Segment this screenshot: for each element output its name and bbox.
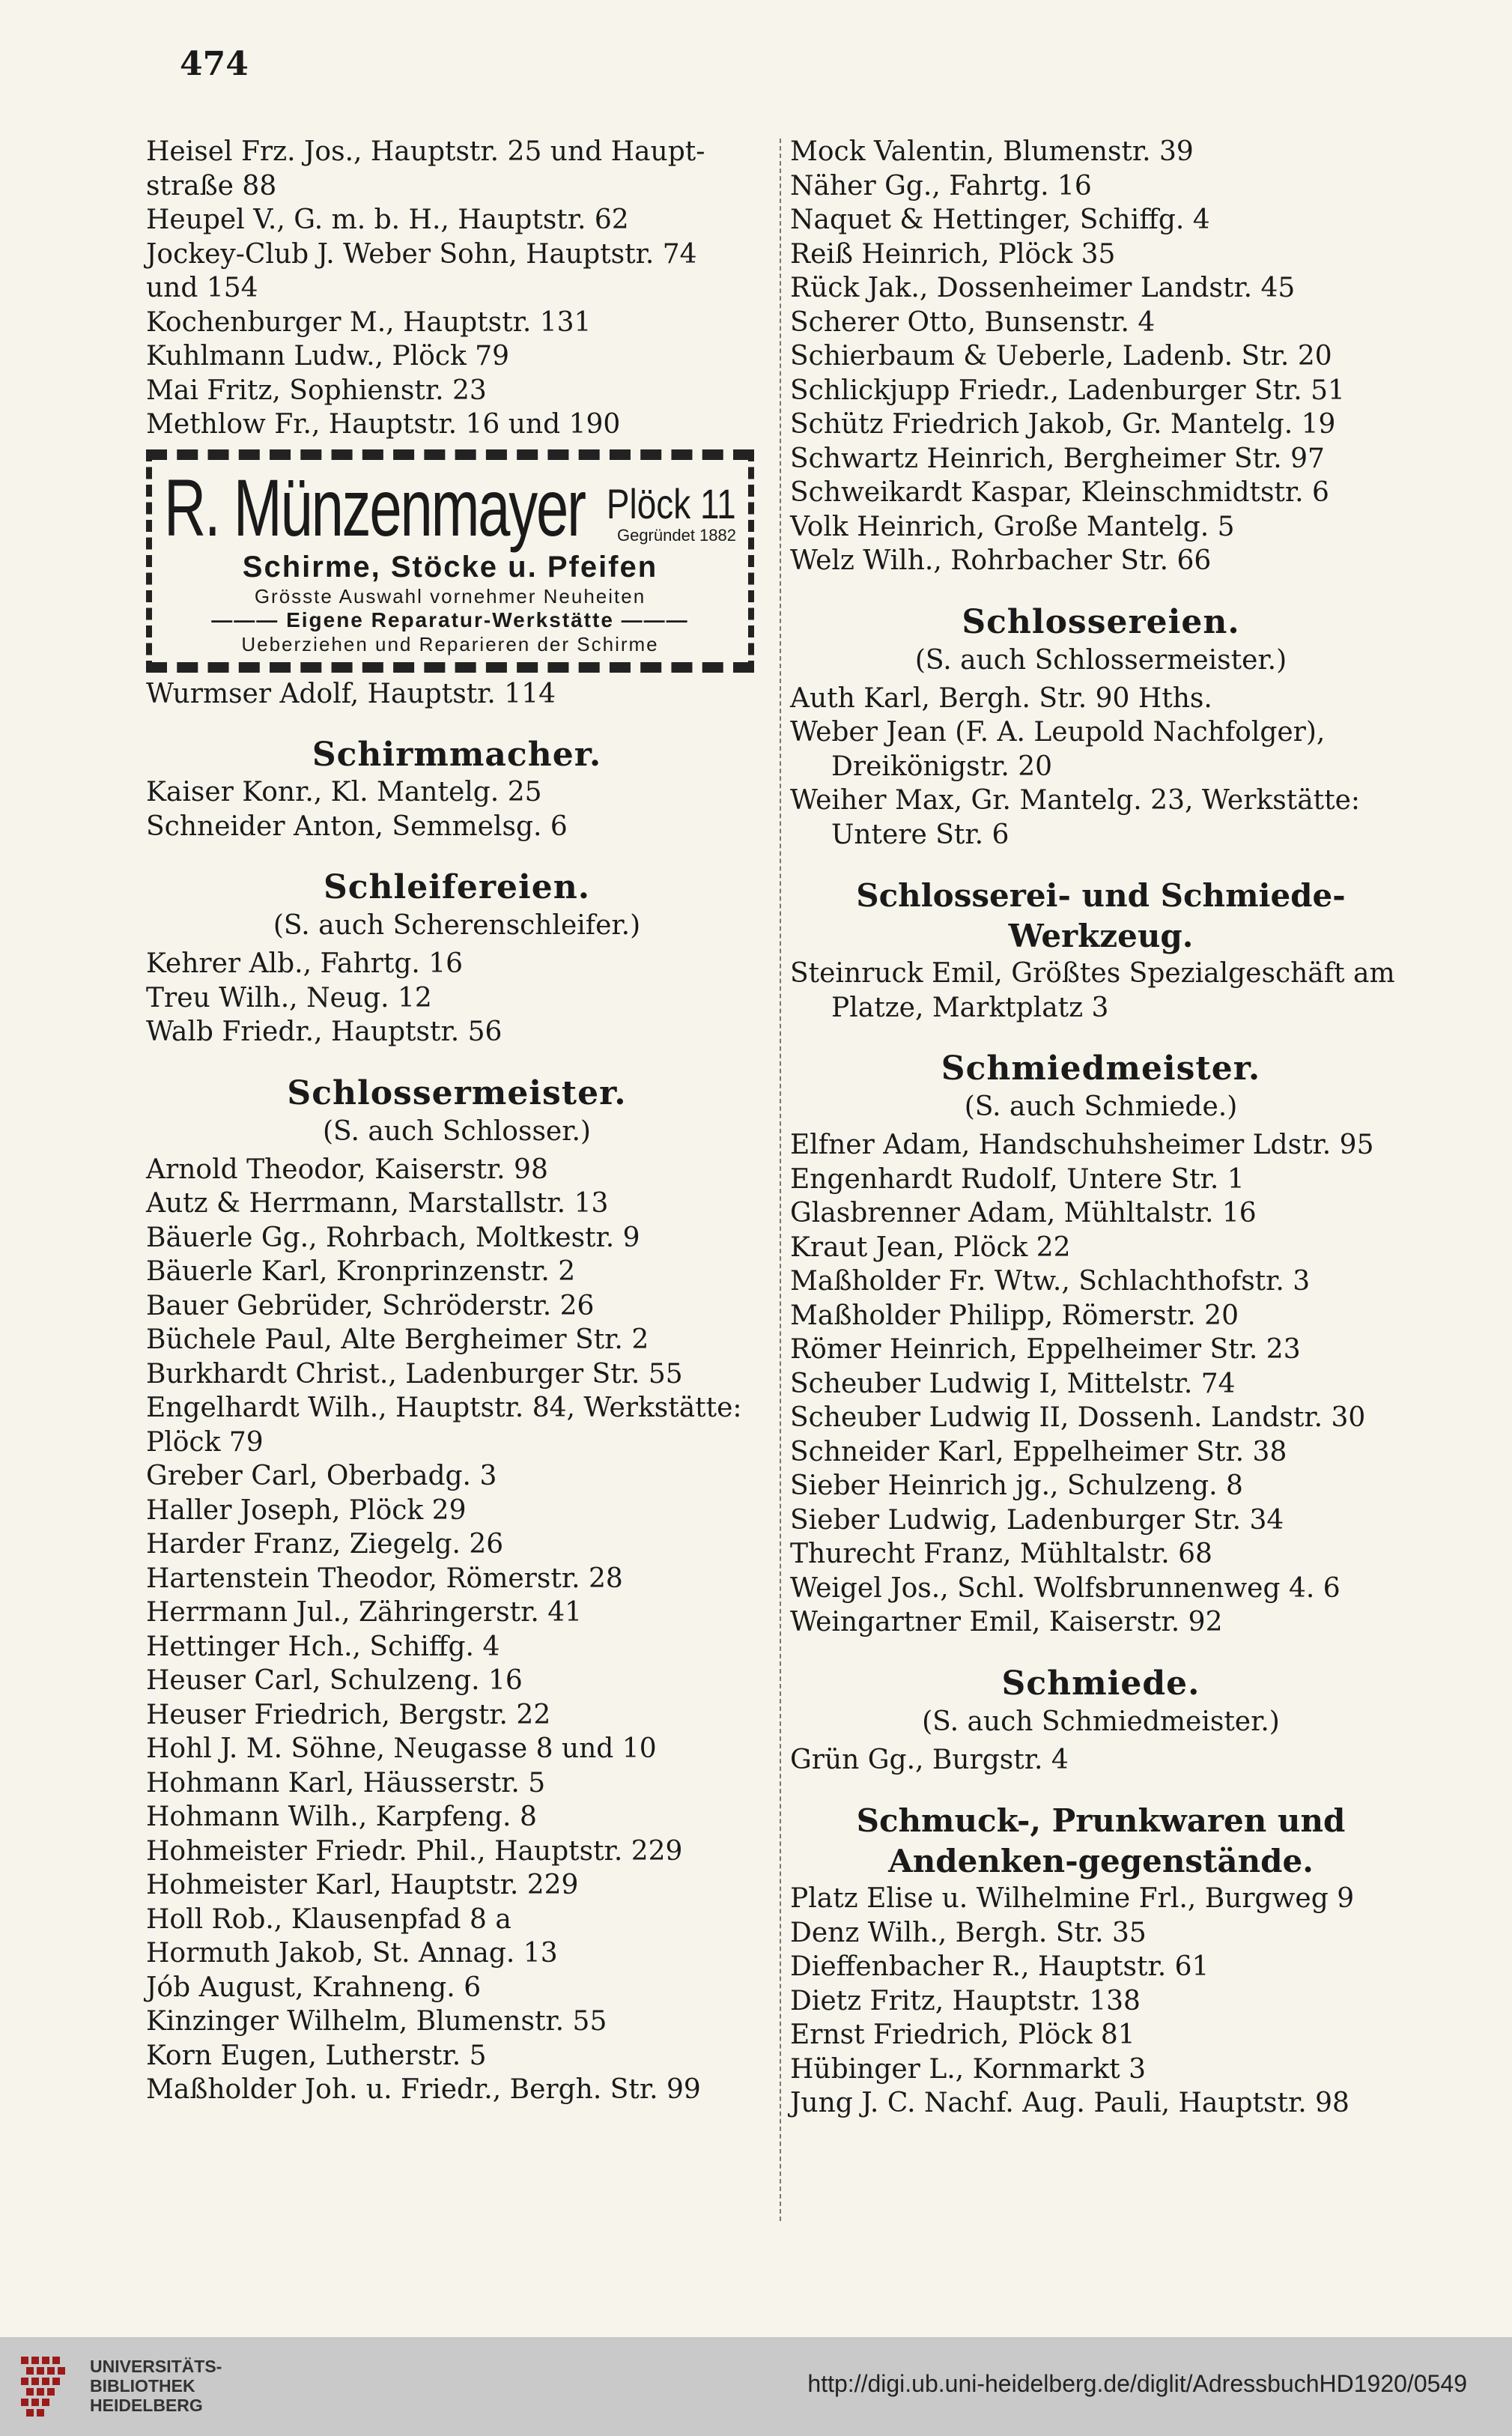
footer-institution [90, 2357, 222, 2415]
directory-entry: Hartenstein Theodor, Römerstr. 28 [146, 1563, 623, 1594]
directory-entry: Dietz Fritz, Hauptstr. 138 [790, 1985, 1141, 2017]
directory-entry: Jób August, Krahneng. 6 [146, 1972, 482, 2003]
directory-entry: Kraut Jean, Plöck 22 [790, 1231, 1071, 1263]
directory-entry: Weber Jean (F. A. Leupold Nachfolger), Dreikönigstr. 20 [790, 717, 1326, 782]
section-heading: Schlosserei- und Schmiede-Werkzeug. [856, 877, 1346, 954]
directory-entry: Plöck 79 [146, 1426, 264, 1458]
directory-entry: Walb Friedr., Hauptstr. 56 [146, 1016, 503, 1047]
advert-line-1: Grösste Auswahl vornehmer Neuheiten [254, 584, 646, 608]
cross-reference: (S. auch Schlosser.) [323, 1115, 591, 1147]
footer-institution-line: BIBLIOTHEK [90, 2376, 195, 2396]
advertisement [146, 449, 754, 673]
directory-entry: Heuser Friedrich, Bergstr. 22 [146, 1699, 551, 1730]
directory-entry: Kaiser Konr., Kl. Mantelg. 25 [146, 777, 542, 808]
directory-entry: Naquet & Hettinger, Schiffg. 4 [790, 204, 1210, 235]
footer-bar [0, 2337, 1512, 2436]
directory-entry: Glasbrenner Adam, Mühltalstr. 16 [790, 1198, 1257, 1228]
directory-entry: Kochenburger M., Hauptstr. 131 [146, 306, 592, 338]
directory-entry: Hohmeister Friedr. Phil., Hauptstr. 229 [146, 1835, 683, 1867]
directory-entry: Ernst Friedrich, Plöck 81 [790, 2020, 1135, 2050]
directory-entry: Bauer Gebrüder, Schröderstr. 26 [146, 1290, 595, 1321]
directory-entry: Römer Heinrich, Eppelheimer Str. 23 [790, 1334, 1301, 1365]
directory-entry: Mai Fritz, Sophienstr. 23 [146, 375, 487, 406]
directory-entry: Schwartz Heinrich, Bergheimer Str. 97 [790, 443, 1325, 474]
directory-entry: Auth Karl, Bergh. Str. 90 Hths. [790, 682, 1212, 714]
footer-institution-line: HEIDELBERG [90, 2396, 203, 2415]
directory-entry: Rück Jak., Dossenheimer Landstr. 45 [790, 273, 1296, 303]
directory-entry: Elfner Adam, Handschuhsheimer Ldstr. 95 [790, 1130, 1374, 1160]
section-heading: Schleifereien. [323, 868, 591, 906]
cross-reference: (S. auch Schlossermeister.) [914, 644, 1287, 676]
directory-entry: Harder Franz, Ziegelg. 26 [146, 1529, 504, 1560]
section-heading: Schlossermeister. [287, 1073, 627, 1112]
directory-entry: Heisel Frz. Jos., Hauptstr. 25 und Haupt- [146, 136, 705, 167]
section-heading: Schlossereien. [962, 602, 1240, 641]
directory-entry: Wurmser Adolf, Hauptstr. 114 [146, 678, 556, 709]
footer-url-link[interactable]: http://digi.ub.uni-heidelberg.de/diglit/AdressbuchHD1920/0549 [807, 2370, 1467, 2397]
directory-entry: Jockey-Club J. Weber Sohn, Hauptstr. 74 [146, 238, 697, 270]
directory-entry: Denz Wilh., Bergh. Str. 35 [790, 1917, 1147, 1948]
directory-entry: Schweikardt Kaspar, Kleinschmidtstr. 6 [790, 477, 1329, 508]
directory-entry: Sieber Ludwig, Ladenburger Str. 34 [790, 1504, 1284, 1536]
directory-entry: Dieffenbacher R., Hauptstr. 61 [790, 1951, 1209, 1982]
advert-founded: Gegründet 1882 [616, 525, 736, 545]
directory-entry: Hohmeister Karl, Hauptstr. 229 [146, 1870, 579, 1900]
directory-entry: Hohmann Karl, Häusserstr. 5 [146, 1767, 546, 1799]
directory-entry: Weingartner Emil, Kaiserstr. 92 [790, 1607, 1223, 1637]
directory-entry: Holl Rob., Klausenpfad 8 a [146, 1903, 511, 1935]
right-sections [790, 602, 1412, 2121]
directory-entry: Reiß Heinrich, Plöck 35 [790, 238, 1116, 270]
directory-entry: Schütz Friedrich Jakob, Gr. Mantelg. 19 [790, 409, 1336, 440]
directory-entry: Maßholder Joh. u. Friedr., Bergh. Str. 99 [146, 2074, 701, 2105]
directory-entry: Autz & Herrmann, Marstallstr. 13 [146, 1188, 609, 1219]
directory-entry: Herrmann Jul., Zähringerstr. 41 [146, 1597, 583, 1628]
directory-entry: Schneider Karl, Eppelheimer Str. 38 [790, 1436, 1287, 1467]
advert-goods: Schirme, Stöcke u. Pfeifen [242, 550, 658, 584]
cross-reference: (S. auch Schmiede.) [964, 1091, 1238, 1122]
left-sections [146, 735, 768, 2107]
left-column [146, 135, 768, 2107]
directory-entry: Scherer Otto, Bunsenstr. 4 [790, 306, 1156, 338]
directory-entry: Hohl J. M. Söhne, Neugasse 8 und 10 [146, 1733, 657, 1764]
directory-entry: und 154 [146, 273, 258, 303]
footer-institution-line: UNIVERSITÄTS- [90, 2357, 222, 2376]
directory-entry: Näher Gg., Fahrtg. 16 [790, 170, 1092, 202]
directory-entry: Kehrer Alb., Fahrtg. 16 [146, 948, 464, 979]
directory-entry: Heupel V., G. m. b. H., Hauptstr. 62 [146, 204, 629, 235]
directory-entry: Greber Carl, Oberbadg. 3 [146, 1461, 497, 1491]
directory-entry: Arnold Theodor, Kaiserstr. 98 [146, 1154, 548, 1185]
directory-entry: Kuhlmann Ludw., Plöck 79 [146, 341, 510, 372]
directory-entry: Scheuber Ludwig II, Dossenh. Landstr. 30 [790, 1402, 1366, 1433]
cross-reference: (S. auch Scherenschleifer.) [273, 910, 641, 941]
directory-entry: Treu Wilh., Neug. 12 [146, 982, 432, 1014]
page-number: 474 [180, 45, 249, 83]
directory-entry: Platz Elise u. Wilhelmine Frl., Burgweg 9 [790, 1883, 1355, 1914]
directory-entry: straße 88 [146, 170, 277, 202]
section-heading: Schmuck-, Prunkwaren und Andenken-gegenstände. [856, 1802, 1346, 1879]
right-top-entries [790, 135, 1412, 578]
advert-line-2: ——— Eigene Reparatur-Werkstätte ——— [211, 608, 689, 631]
directory-entry: Mock Valentin, Blumenstr. 39 [790, 136, 1194, 167]
section-heading: Schirmmacher. [312, 736, 602, 774]
directory-entry: Burkhardt Christ., Ladenburger Str. 55 [146, 1358, 683, 1390]
directory-entry: Bäuerle Karl, Kronprinzenstr. 2 [146, 1256, 576, 1287]
directory-entry: Sieber Heinrich jg., Schulzeng. 8 [790, 1470, 1243, 1501]
directory-entry: Kinzinger Wilhelm, Blumenstr. 55 [146, 2006, 607, 2037]
column-divider [780, 139, 781, 2221]
university-library-logo-icon [16, 2351, 84, 2423]
directory-entry: Grün Gg., Burgstr. 4 [790, 1744, 1069, 1775]
directory-entry: Methlow Fr., Hauptstr. 16 und 190 [146, 409, 621, 440]
directory-entry: Haller Joseph, Plöck 29 [146, 1494, 467, 1526]
directory-entry: Schlickjupp Friedr., Ladenburger Str. 51 [790, 375, 1345, 406]
directory-entry: Büchele Paul, Alte Bergheimer Str. 2 [146, 1324, 649, 1355]
directory-entry: Hübinger L., Kornmarkt 3 [790, 2053, 1146, 2085]
section-heading: Schmiede. [1001, 1664, 1200, 1703]
directory-entry: Engenhardt Rudolf, Untere Str. 1 [790, 1163, 1245, 1195]
directory-entry: Maßholder Fr. Wtw., Schlachthofstr. 3 [790, 1266, 1311, 1297]
directory-entry: Schierbaum & Ueberle, Ladenb. Str. 20 [790, 341, 1332, 372]
advert-company-name: R. Münzenmayer [164, 461, 585, 553]
directory-entry: Hettinger Hch., Schiffg. 4 [146, 1631, 500, 1662]
advert-line-3: Ueberziehen und Reparieren der Schirme [241, 632, 659, 655]
directory-entry: Schneider Anton, Semmelsg. 6 [146, 811, 568, 842]
right-column [790, 135, 1412, 2121]
directory-entry: Weiher Max, Gr. Mantelg. 23, Werkstätte: Untere Str. 6 [790, 785, 1361, 850]
directory-entry: Welz Wilh., Rohrbacher Str. 66 [790, 545, 1212, 576]
directory-entry: Hohmann Wilh., Karpfeng. 8 [146, 1802, 537, 1832]
directory-entry: Maßholder Philipp, Römerstr. 20 [790, 1300, 1239, 1331]
directory-entry: Steinruck Emil, Größtes Spezialgeschäft am Platze, Marktplatz 3 [790, 958, 1395, 1023]
directory-entry: Thurecht Franz, Mühltalstr. 68 [790, 1539, 1212, 1569]
directory-entry: Korn Eugen, Lutherstr. 5 [146, 2040, 487, 2071]
directory-entry: Weigel Jos., Schl. Wolfsbrunnenweg 4. 6 [790, 1572, 1341, 1604]
directory-entry: Scheuber Ludwig I, Mittelstr. 74 [790, 1368, 1236, 1399]
directory-entry: Volk Heinrich, Große Mantelg. 5 [790, 511, 1235, 542]
directory-entry: Engelhardt Wilh., Hauptstr. 84, Werkstätte: [146, 1393, 742, 1423]
directory-entry: Jung J. C. Nachf. Aug. Pauli, Hauptstr. 98 [790, 2088, 1349, 2118]
directory-entry: Bäuerle Gg., Rohrbach, Moltkestr. 9 [146, 1222, 640, 1253]
left-top-entries [146, 135, 768, 442]
directory-entry: Heuser Carl, Schulzeng. 16 [146, 1665, 523, 1696]
directory-entry: Hormuth Jakob, St. Annag. 13 [146, 1938, 558, 1969]
cross-reference: (S. auch Schmiedmeister.) [922, 1706, 1280, 1737]
advert-street: Plöck 11 [607, 479, 736, 527]
section-heading: Schmiedmeister. [941, 1049, 1261, 1088]
